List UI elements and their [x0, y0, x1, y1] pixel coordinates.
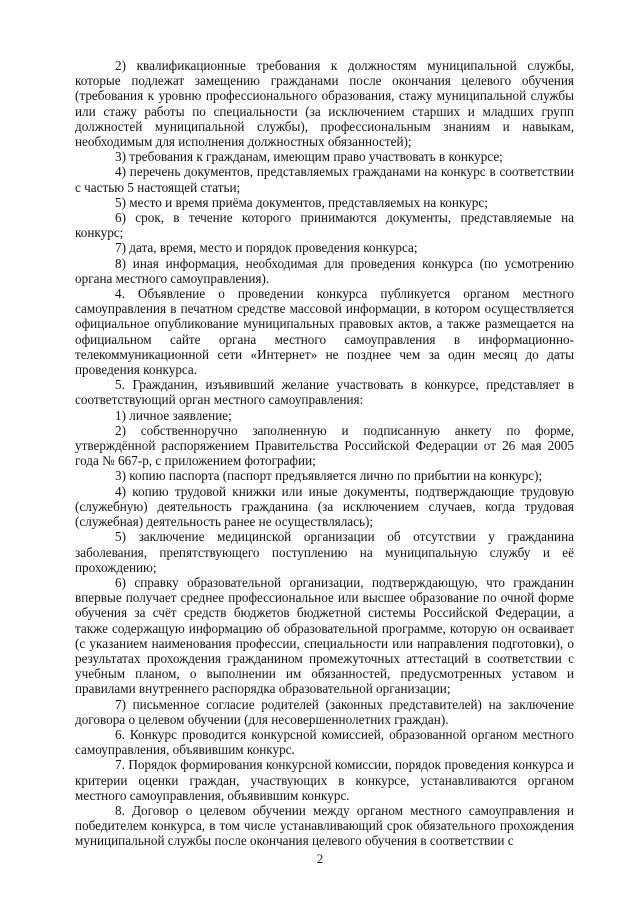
document-body [75, 58, 574, 849]
paragraph-doc-7-consent: 7) письменное согласие родителей (законных представителей) на заключение договора о целевом обучении (для несовершеннолетних граждан). [75, 696, 574, 727]
paragraph-section-4: 4. Объявление о проведении конкурса публикуется органом местного самоуправления в печатном средстве массовой информации, в котором осуществляется официальное опубликование муниципальных правовых актов, а также размещается на официальном сайте органа местного самоуправления в информационно-телекоммуникационной сети «Интернет» не позднее чем за один месяц до даты проведения конкурса. [75, 286, 574, 378]
paragraph-section-7: 7. Порядок формирования конкурсной комиссии, порядок проведения конкурса и критерии оценки граждан, участвующих в конкурсе, устанавливаются органом местного самоуправления, объявившим конкурс. [75, 757, 574, 803]
paragraph-item-5-place-time: 5) место и время приёма документов, представляемых на конкурс; [115, 194, 488, 210]
paragraph-section-5: 5. Гражданин, изъявивший желание участвовать в конкурсе, представляет в соответствующий орган местного самоуправления: [75, 377, 574, 408]
paragraph-doc-3-passport: 3) копию паспорта (паспорт предъявляется лично по прибытии на конкурс); [115, 468, 543, 484]
paragraph-doc-2-questionnaire: 2) собственноручно заполненную и подписанную анкету по форме, утверждённой распоряжением Правительства Российской Федерации от 26 мая 2005 года № 667-р, с приложением фотографии; [75, 422, 574, 469]
paragraph-doc-5-medical: 5) заключение медицинской организации об отсутствии у гражданина заболевания, препятствующего поступлению на муниципальную службу и её прохождению; [75, 529, 574, 575]
paragraph-item-7-date: 7) дата, время, место и порядок проведения конкурса; [115, 240, 418, 256]
paragraph-item-3-requirements: 3) требования к гражданам, имеющим право участвовать в конкурсе; [115, 149, 503, 165]
paragraph-doc-4-work-record: 4) копию трудовой книжки или иные документы, подтверждающие трудовую (служебную) деятельность гражданина (за исключением случаев, когда трудовая (служебная) деятельность ранее не осуществлялась); [75, 483, 574, 530]
paragraph-item-8-other-info: 8) иная информация, необходимая для проведения конкурса (по усмотрению органа местного самоуправления). [75, 255, 574, 286]
paragraph-item-6-deadline: 6) срок, в течение которого принимаются документы, представляемые на конкурс; [75, 210, 574, 241]
paragraph-doc-1-application: 1) личное заявление; [115, 407, 232, 423]
paragraph-section-8: 8. Договор о целевом обучении между органом местного самоуправления и победителем конкурса, в том числе устанавливающий срок обязательного прохождения муниципальной службы после окончания целевого обучения в соответствии с [75, 802, 574, 849]
paragraph-doc-6-certificate: 6) справку образовательной организации, подтверждающую, что гражданин впервые получает среднее профессиональное или высшее образование по очной форме обучения за счёт средств бюджетов бюджетной системы Российской Федерации, а также содержащую информацию об образовательной программе, которую он осваивает (с указанием наименования профессии, специальности или направления подготовки), о результатах прохождения гражданином промежуточных аттестаций в соответствии с учебным планом, о выполнении им обязанностей, предусмотренных уставом и правилами внутреннего распорядка образовательной организации; [75, 574, 574, 697]
page-number: 2 [316, 851, 324, 866]
paragraph-item-2-qualification: 2) квалификационные требования к должностям муниципальной службы, которые подлежат замещению гражданами после окончания целевого обучения (требования к уровню профессионального образования, стажу муниципальной службы или стажу работы по специальности (за исключением старших и младших групп должностей муниципальной службы), профессиональным знаниям и навыкам, необходимым для исполнения должностных обязанностей); [75, 58, 574, 150]
paragraph-section-6: 6. Конкурс проводится конкурсной комиссией, образованной органом местного самоуправления, объявившим конкурс. [75, 726, 574, 758]
paragraph-item-4-documents-list: 4) перечень документов, представляемых гражданами на конкурс в соответствии с частью 5 настоящей статьи; [75, 164, 574, 195]
